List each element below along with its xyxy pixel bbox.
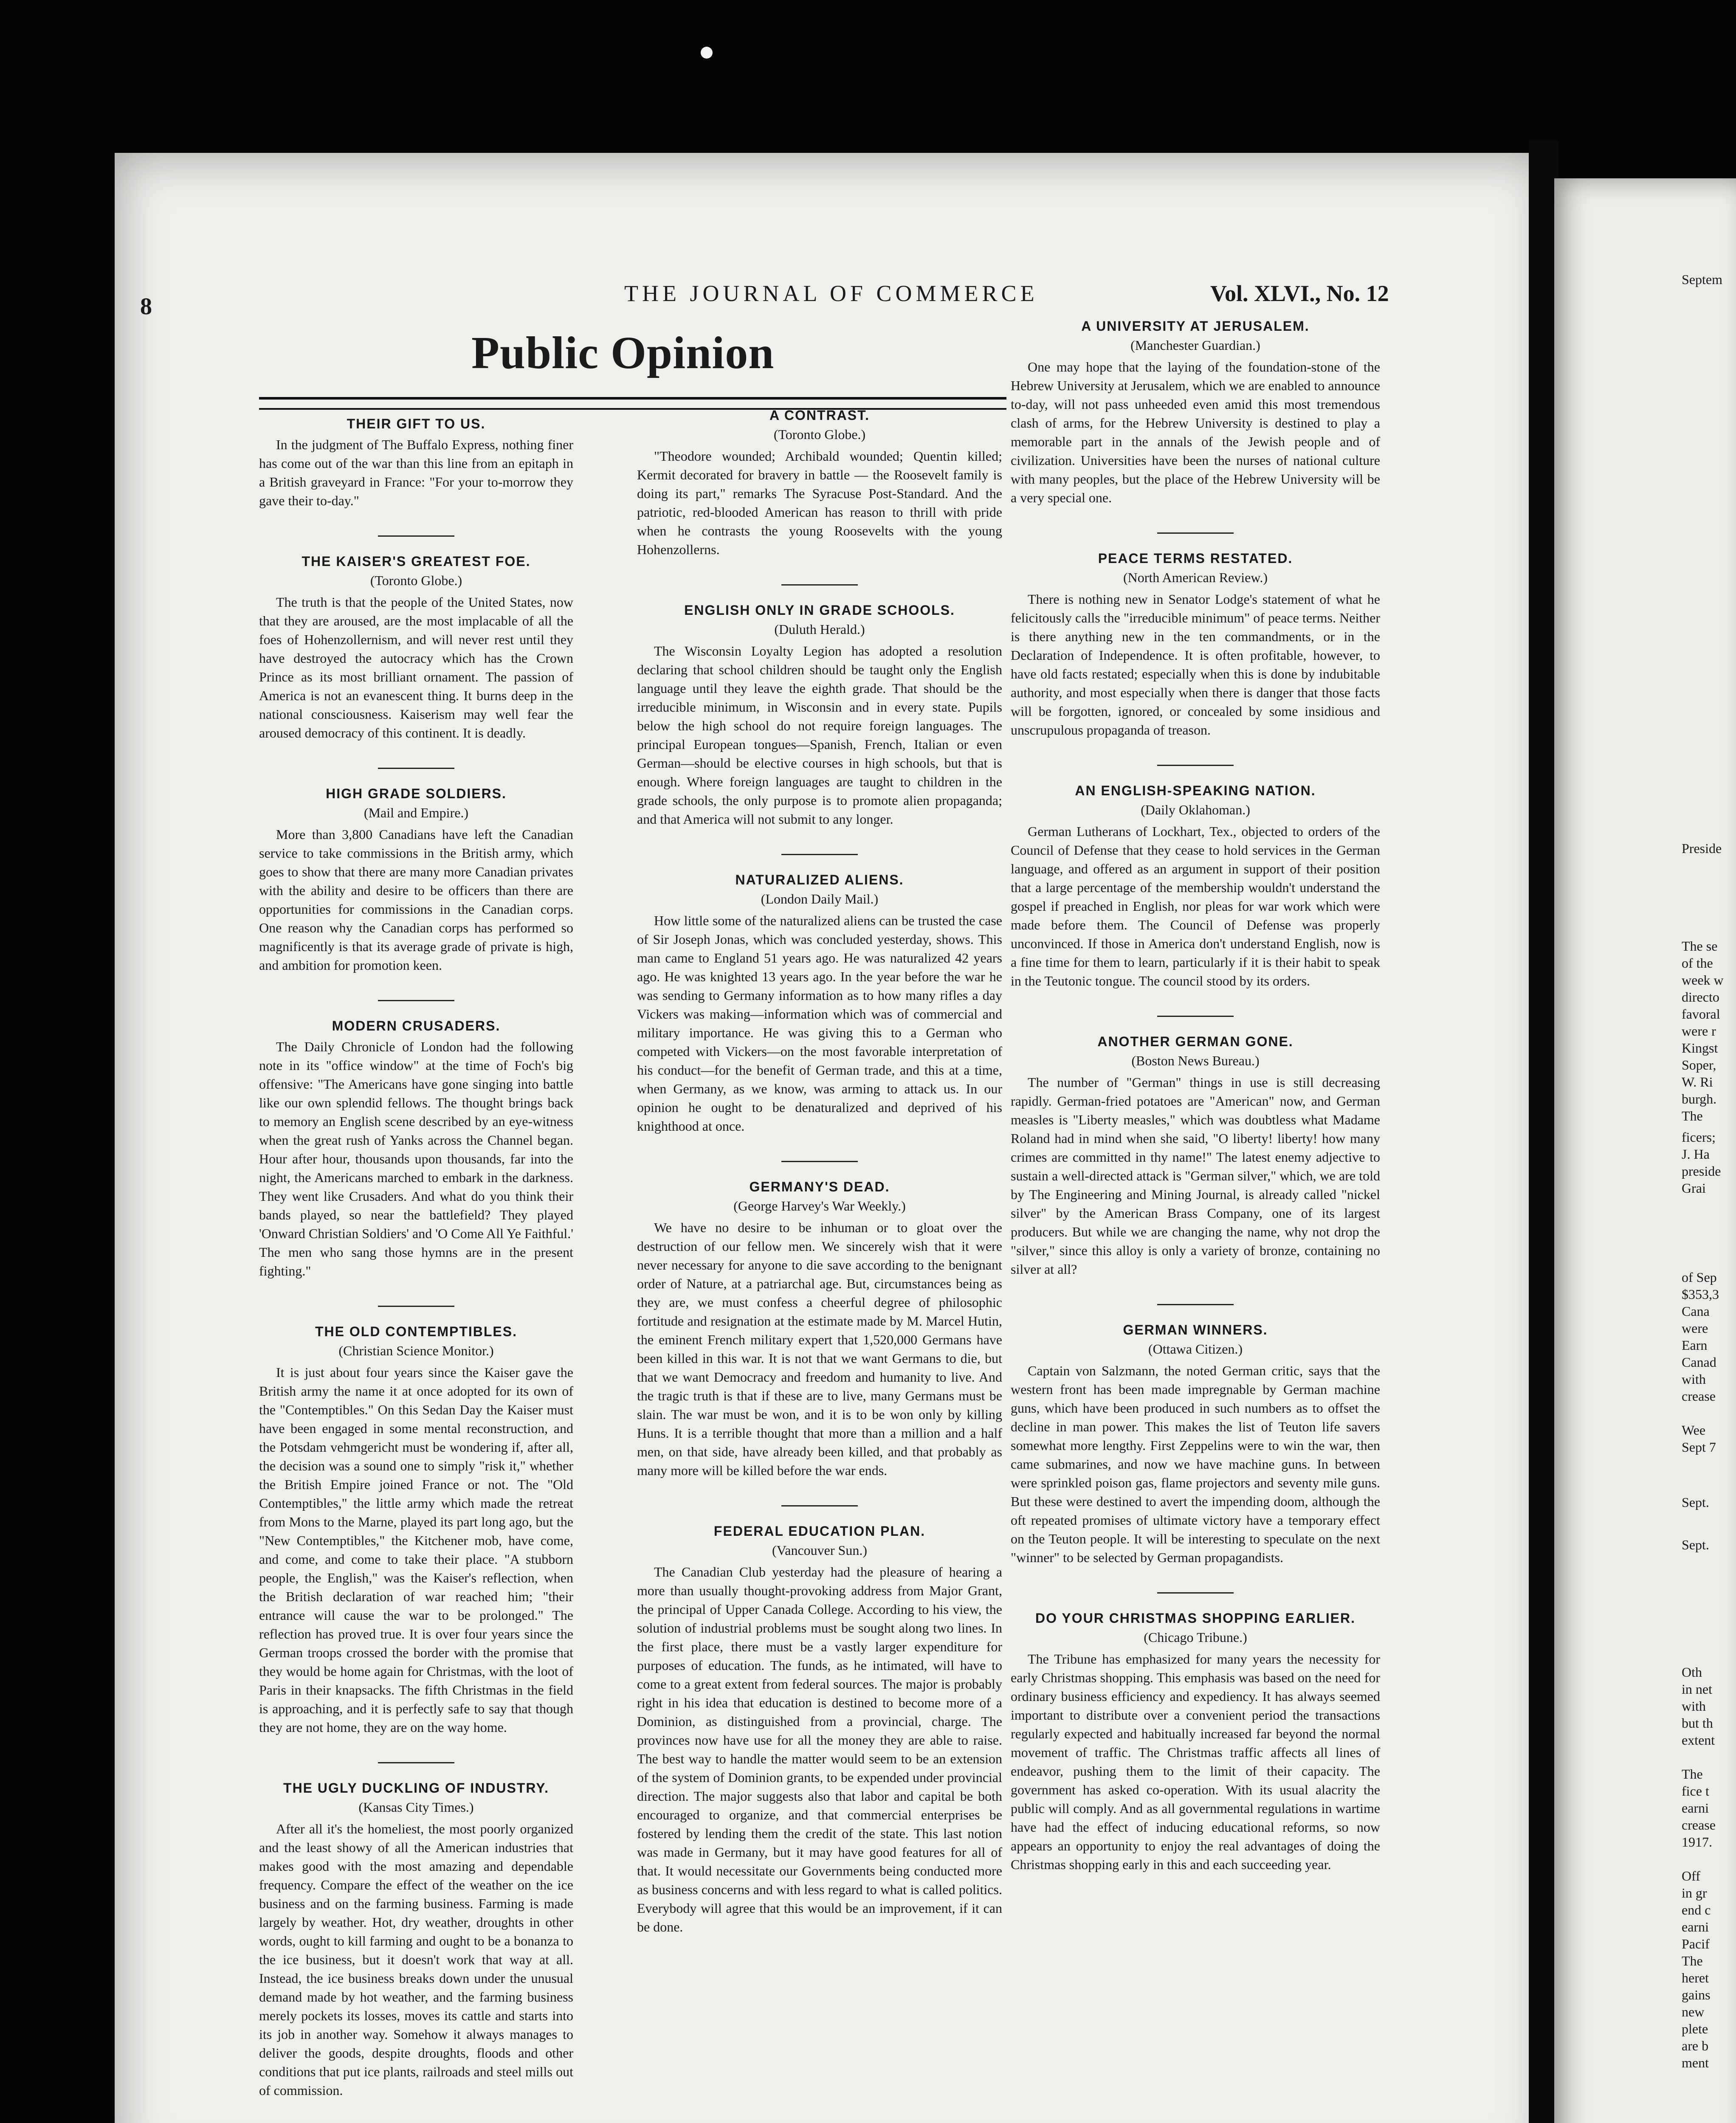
fragment-line: The se [1682, 938, 1718, 954]
article [259, 554, 573, 742]
article-title: ANOTHER GERMAN GONE. [1097, 1034, 1294, 1049]
article-source: (Chicago Tribune.) [1144, 1630, 1247, 1645]
fragment-line: Pacif [1682, 1936, 1710, 1951]
fragment-line: earni [1682, 1800, 1709, 1816]
article-title: HIGH GRADE SOLDIERS. [326, 786, 507, 801]
article [637, 1179, 1002, 1480]
article-title: GERMAN WINNERS. [1123, 1322, 1268, 1337]
fragment-line: directo [1682, 989, 1719, 1005]
article-title: A CONTRAST. [769, 408, 870, 423]
fragment-line: gains [1682, 1987, 1711, 2002]
fragment-line: Earn [1682, 1337, 1708, 1353]
article-body: The Tribune has emphasized for many years the necessity for early Christmas shopping. This emphasis was based on the need for ordinary business efficiency and expediency. It has always seemed important to distribute over a convenient period the transactions regularly expected and habitually increased far beyond the normal movement of traffic. The Christmas traffic affects all lines of endeavor, pushing them to the limit of their capacity. The government has asked co-operation. With its usual alacrity the public will comply. And as all governmental regulations in wartime have had the effect of inducing educational reforms, so now appears an opportunity to enjoy the real advantages of doing the Christmas shopping early in this and each succeeding year. [1011, 1651, 1380, 1872]
fragment-line: 1917. [1682, 1834, 1712, 1850]
article-source: (Boston News Bureau.) [1131, 1053, 1260, 1068]
fragment-line: week w [1682, 972, 1724, 988]
article-source: (North American Review.) [1123, 570, 1268, 585]
fragment-line: Septem [1682, 272, 1722, 287]
article-body: The truth is that the people of the United States, now that they are aroused, are the most implacable of all the foes of Hohenzollernism, and will never rest until they have destroyed the autocracy which has the Crown Prince as its most brilliant ornament. The passion of America is not an evanescent thing. It burns deep in the national consciousness. Kaiserism may well fear the aroused democracy of this continent. It is deadly. [259, 594, 573, 741]
article-title: ENGLISH ONLY IN GRADE SCHOOLS. [684, 603, 955, 618]
fragment-line: crease [1682, 1388, 1716, 1404]
column-1 [259, 416, 573, 2123]
fragment-line: Kingst [1682, 1040, 1718, 1056]
article-source: (Duluth Herald.) [774, 622, 865, 637]
column-3 [1011, 318, 1380, 1899]
fragment-line: are b [1682, 2038, 1709, 2053]
fragment-line: preside [1682, 1163, 1721, 1179]
article-separator [1157, 765, 1234, 766]
article-separator [378, 535, 454, 537]
article [1011, 318, 1380, 507]
fragment-line: Canad [1682, 1354, 1716, 1370]
article-title: MODERN CRUSADERS. [332, 1018, 501, 1033]
article-body: More than 3,800 Canadians have left the Canadian service to take commissions in the British army, which goes to show that there are many more Canadian privates with the ability and desire to be officers than there are opportunities for commissions in the Canadian corps. One reason why the Canadian corps has performed so magnificently is that its average grade of private is high, and ambition for promotion keen. [259, 827, 573, 973]
article [1011, 1034, 1380, 1278]
article-source: (George Harvey's War Weekly.) [733, 1198, 906, 1214]
article-source: (Daily Oklahoman.) [1141, 802, 1250, 817]
dust-mark [701, 47, 713, 59]
article-title: THE OLD CONTEMPTIBLES. [315, 1324, 517, 1339]
article-separator [1157, 532, 1234, 534]
article [637, 603, 1002, 828]
article [1011, 783, 1380, 990]
fragment-line: with [1682, 1371, 1706, 1387]
fragment-line: in gr [1682, 1885, 1707, 1901]
article [259, 1780, 573, 2100]
article [259, 416, 573, 510]
article-separator [1157, 1304, 1234, 1305]
fragment-line: crease [1682, 1817, 1716, 1833]
fragment-line: plete [1682, 2021, 1708, 2036]
article-source: (Mail and Empire.) [364, 805, 469, 820]
article-body: It is just about four years since the Kaiser gave the British army the name it at once adopted for its own of the "Contemptibles." On this Sedan Day the Kaiser must have been engaged in some mental reconstruction, and the Potsdam vehmgericht must be wondering if, after all, the decision was a sound one to simply "risk it," whether the British Empire joined France or not. The "Old Contemptibles," the little army which made the retreat from Mons to the Marne, played its part long ago, but the "New Contemptibles," the Kitchener mob, have come, and come, and come to take their place. "A stubborn people, the English," was the Kaiser's reflection, when the British declaration of war reached him; "their entrance will cause the war to be prolonged." The reflection has proved true. It is over four years since the German troops crossed the border with the promise that they would be home again for Christmas, with the loot of Paris in their knapsacks. The fifth Christmas in the field is approaching, and it is perfectly safe to say that though they are not home, they are on the way home. [259, 1365, 573, 1735]
article-body: There is nothing new in Senator Lodge's statement of what he felicitously calls the "irreducible minimum" of peace terms. Neither is there anything new in the ten commandments, or in the Declaration of Independence. It is often profitable, however, to have old facts restated; especially when this is done by indubitable authority, and most especially when there is danger that those facts will be forgotten, ignored, or concealed by some insidious and unscrupulous propaganda of treason. [1011, 591, 1380, 738]
fragment-line: extent [1682, 1732, 1715, 1748]
article [637, 872, 1002, 1135]
fragment-line: Oth [1682, 1664, 1702, 1680]
article-title: NATURALIZED ALIENS. [735, 872, 904, 887]
fragment-line: ficers; [1682, 1129, 1716, 1145]
article [259, 786, 573, 974]
article-title: DO YOUR CHRISTMAS SHOPPING EARLIER. [1035, 1611, 1356, 1626]
article-body: The Canadian Club yesterday had the pleasure of hearing a more than usually thought-provoking address from Major Grant, the principal of Upper Canada College. According to his view, the solution of industrial problems must be sought along two lines. In the first place, there must be a vastly larger expenditure for purposes of education. The funds, as he intimated, will have to come to a great extent from federal sources. The major is probably right in his idea that education is destined to become more of a Dominion, as distinguished from a provincial, charge. The provinces now have use for all the money they are able to raise. The best way to handle the matter would seem to be an extension of the system of Dominion grants, to be expended under provincial direction. The major suggests also that labor and capital be both encouraged to organize, and that commercial enterprises be fostered by lending them the credit of the state. This last notion was made in Germany, but it may have good features for all of that. It would necessitate our Governments being conducted more as business concerns and with less regard to what is called politics. Everybody will agree that this would be an improvement, if it can be done. [637, 1564, 1002, 1934]
article-body: German Lutherans of Lockhart, Tex., objected to orders of the Council of Defense that they cease to hold services in the German language, and offered as an argument in support of their position that a large percentage of the membership wouldn't understand the gospel if preached in English, nor pleas for war work which were made before them. The Council of Defense was properly unconvinced. If those in America don't understand English, now is a fine time for them to learn, particularly if it is their habit to speak in the Teutonic tongue. The council stood by its orders. [1011, 824, 1380, 988]
article-separator [781, 854, 858, 855]
fragment-line: Sept. [1682, 1495, 1709, 1510]
fragment-line: J. Ha [1682, 1146, 1710, 1162]
fragment-line: of the [1682, 955, 1713, 971]
volume-number: Vol. XLVI., No. 12 [1210, 281, 1389, 306]
fragment-line: Off [1682, 1868, 1700, 1884]
fragment-line: favoral [1682, 1006, 1720, 1022]
fragment-line: in net [1682, 1681, 1712, 1697]
article-title: THEIR GIFT TO US. [347, 416, 486, 431]
article-separator [378, 1306, 454, 1307]
fragment-line: Sept. [1682, 1537, 1709, 1552]
fragment-line: W. Ri [1682, 1074, 1713, 1090]
fragment-line: earni [1682, 1919, 1709, 1934]
fragment-line: The [1682, 1108, 1703, 1123]
article [259, 1324, 573, 1737]
fragment-line: of Sep [1682, 1270, 1717, 1285]
article-source: (Christian Science Monitor.) [338, 1343, 494, 1358]
article-source: (Toronto Globe.) [370, 573, 462, 588]
column-2 [637, 408, 1002, 1962]
article-body: The Daily Chronicle of London had the following note in its "office window" at the time of Foch's big offensive: "The Americans have gone singing into battle like our own splendid fellows. The thought brings back to memory an English scene described by an eye-witness when the great rush of Yanks across the Channel began. Hour after hour, thousands upon thousands, far into the night, the Americans marched to embark in the darkness. They went like Crusaders. And what do you think their bands played, so near the battlefield? They played 'Onward Christian Soldiers' and 'O Come All Ye Faithful.' The men who sang those hymns are in the present fighting." [259, 1039, 573, 1278]
article-title: THE KAISER'S GREATEST FOE. [302, 554, 531, 569]
article-source: (Toronto Globe.) [773, 427, 866, 442]
fragment-line: heret [1682, 1970, 1709, 1985]
article-source: (Ottawa Citizen.) [1148, 1341, 1243, 1357]
fragment-line: Cana [1682, 1304, 1710, 1319]
article-title: A UNIVERSITY AT JERUSALEM. [1081, 318, 1310, 334]
article-source: (Manchester Guardian.) [1130, 338, 1260, 353]
article [259, 1018, 573, 1280]
fragment-line: new [1682, 2004, 1705, 2019]
article-separator [378, 1762, 454, 1763]
article-separator [781, 1161, 858, 1162]
fragment-line: were r [1682, 1023, 1716, 1039]
article-body: "Theodore wounded; Archibald wounded; Quentin killed; Kermit decorated for bravery in battle — the Roosevelt family is doing its part," remarks The Syracuse Post-Standard. And the patriotic, red-blooded American has reason to thrill with pride when he contrasts the young Roosevelts with the young Hohenzollerns. [637, 448, 1002, 557]
article-separator [378, 768, 454, 769]
article-body: Captain von Salzmann, the noted German critic, says that the western front has been made impregnable by German machine guns, which have been produced in such numbers as to offset the decline in man power. This makes the list of Teuton life savers somewhat more lengthy. First Zeppelins were to win the war, then came submarines, and now we have machine guns. In between were sprinkled poison gas, flame projectors and seventy mile guns. But these were destined to avert the impending doom, although the oft repeated promises of ultimate victory have a temporary effect on the Teuton people. It will be interesting to speculate on the next "winner" to be selected by German propagandists. [1011, 1363, 1380, 1565]
fragment-line: fice t [1682, 1783, 1709, 1799]
fragment-line: but th [1682, 1715, 1713, 1731]
fragment-line: Wee [1682, 1422, 1706, 1438]
article-title: THE UGLY DUCKLING OF INDUSTRY. [283, 1780, 549, 1796]
article-body: In the judgment of The Buffalo Express, nothing finer has come out of the war than this line from an epitaph in a British graveyard in France: "For your to-morrow they gave their to-day." [259, 437, 573, 508]
article [1011, 1611, 1380, 1874]
fragment-line: with [1682, 1698, 1706, 1714]
article-title: AN ENGLISH-SPEAKING NATION. [1075, 783, 1316, 798]
article [1011, 1322, 1380, 1567]
article-body: We have no desire to be inhuman or to gloat over the destruction of our fellow men. We sincerely wish that it were never necessary for anyone to die save according to the benignant order of Nature, at a patriarchal age. But, circumstances being as they are, we must confess a cheerful degree of philosophic fortitude and resignation at the estimate made by M. Marcel Hutin, the eminent French military expert that 1,520,000 Germans have been killed in this war. It is not that we want Germans to die, but that we want Democracy and freedom and humanity to live. And the tragic truth is that if these are to live, many Germans must be slain. The war must be won, and it is to be won only by killing Huns. It is a terrible thought that more than a million and a half men, on that side, have already been killed, and that probably as many more will be killed before the war ends. [637, 1220, 1002, 1478]
article-body: The number of "German" things in use is still decreasing rapidly. German-fried potatoes are "American" now, and German measles is "Liberty measles," which was doubtless what Madame Roland had in mind when she said, "O liberty! liberty! how many crimes are committed in thy name!" The latest enemy adjective to sustain a well-directed attack is "German silver," which, we are told by The Engineering and Mining Journal, is already called "nickel silver" by the American Brass Company, one of its largest producers. But while we are changing the name, why not drop the "silver," since this alloy is only a variety of bronze, containing no silver at all? [1011, 1075, 1380, 1277]
article-separator [781, 1505, 858, 1506]
section-title: Public Opinion [471, 328, 775, 378]
article-title: FEDERAL EDUCATION PLAN. [713, 1523, 926, 1539]
fragment-line: were [1682, 1321, 1708, 1336]
article [1011, 551, 1380, 739]
article-body: The Wisconsin Loyalty Legion has adopted a resolution declaring that school children should be taught only the English language until they leave the eighth grade. That should be the irreducible minimum, in Wisconsin and in every state. Pupils below the high school do not require foreign languages. The principal European tongues—Spanish, French, Italian or even German—should be elective courses in high schools, but that is enough. Where foreign languages are taught to children in the grade schools, the only purpose is to promote alien propaganda; and that America will not submit to any longer. [637, 643, 1002, 827]
fragment-line: ment [1682, 2055, 1709, 2070]
article [637, 1523, 1002, 1936]
fragment-line: end c [1682, 1902, 1711, 1917]
article-title: PEACE TERMS RESTATED. [1098, 551, 1293, 566]
article-separator [1157, 1016, 1234, 1017]
article-body: How little some of the naturalized aliens can be trusted the case of Sir Joseph Jonas, which was concluded yesterday, shows. This man came to England 51 years ago. He was naturalized 42 years ago. He was knighted 13 years ago. In the year before the war he was sending to Germany information as to how many rifles a day Vickers was making—information which was of commercial and military importance. He was giving this to a German who competed with Vickers—on the most favorable interpretation of his conduct—for the benefit of German trade, and this at a time, when Germany, as we know, was arming to attack us. In our opinion he ought to be denaturalized and deprived of his knighthood at once. [637, 913, 1002, 1134]
article-body: One may hope that the laying of the foundation-stone of the Hebrew University at Jerusalem, which we are enabled to announce to-day, will not pass unheeded even amid this most tremendous clash of arms, for the Hebrew University is destined to play a memorable part in the annals of the Jewish people and of civilization. Universities have been the nurses of national culture with many peoples, but the place of the Hebrew University will be a very special one. [1011, 359, 1380, 505]
fragment-line: The [1682, 1766, 1703, 1782]
article-source: (Vancouver Sun.) [772, 1543, 867, 1558]
fragment-line: Grai [1682, 1180, 1706, 1196]
fragment-line: burgh. [1682, 1091, 1717, 1107]
article-separator [781, 584, 858, 586]
fragment-line: $353,3 [1682, 1287, 1719, 1302]
fragment-line: Preside [1682, 841, 1722, 856]
article-source: (Kansas City Times.) [358, 1799, 474, 1815]
article-title: GERMANY'S DEAD. [749, 1179, 890, 1194]
article-separator [1157, 1592, 1234, 1594]
page-number: 8 [140, 293, 152, 320]
fragment-line: The [1682, 1953, 1703, 1968]
article-source: (London Daily Mail.) [761, 891, 879, 907]
fragment-line: Soper, [1682, 1057, 1716, 1073]
article [637, 408, 1002, 559]
fragment-line: Sept 7 [1682, 1439, 1716, 1455]
article-separator [378, 1000, 454, 1001]
running-head: THE JOURNAL OF COMMERCE [624, 281, 1038, 306]
article-body: After all it's the homeliest, the most poorly organized and the least showy of all the American industries that makes good with the most amazing and dependable frequency. Compare the effect of the weather on the ice business and on the farming business. Farming is made largely by weather. Hot, dry weather, droughts in other words, ought to kill farming and ought to be a bonanza to the ice business, but it doesn't work that way at all. Instead, the ice business breaks down under the unusual demand made by hot weather, and the farming business merely pockets its losses, moves its cattle and starts into its job in another way. Somehow it always manages to deliver the goods, despite droughts, floods and other conditions that put ice plants, railroads and steel mills out of commission. [259, 1821, 573, 2098]
